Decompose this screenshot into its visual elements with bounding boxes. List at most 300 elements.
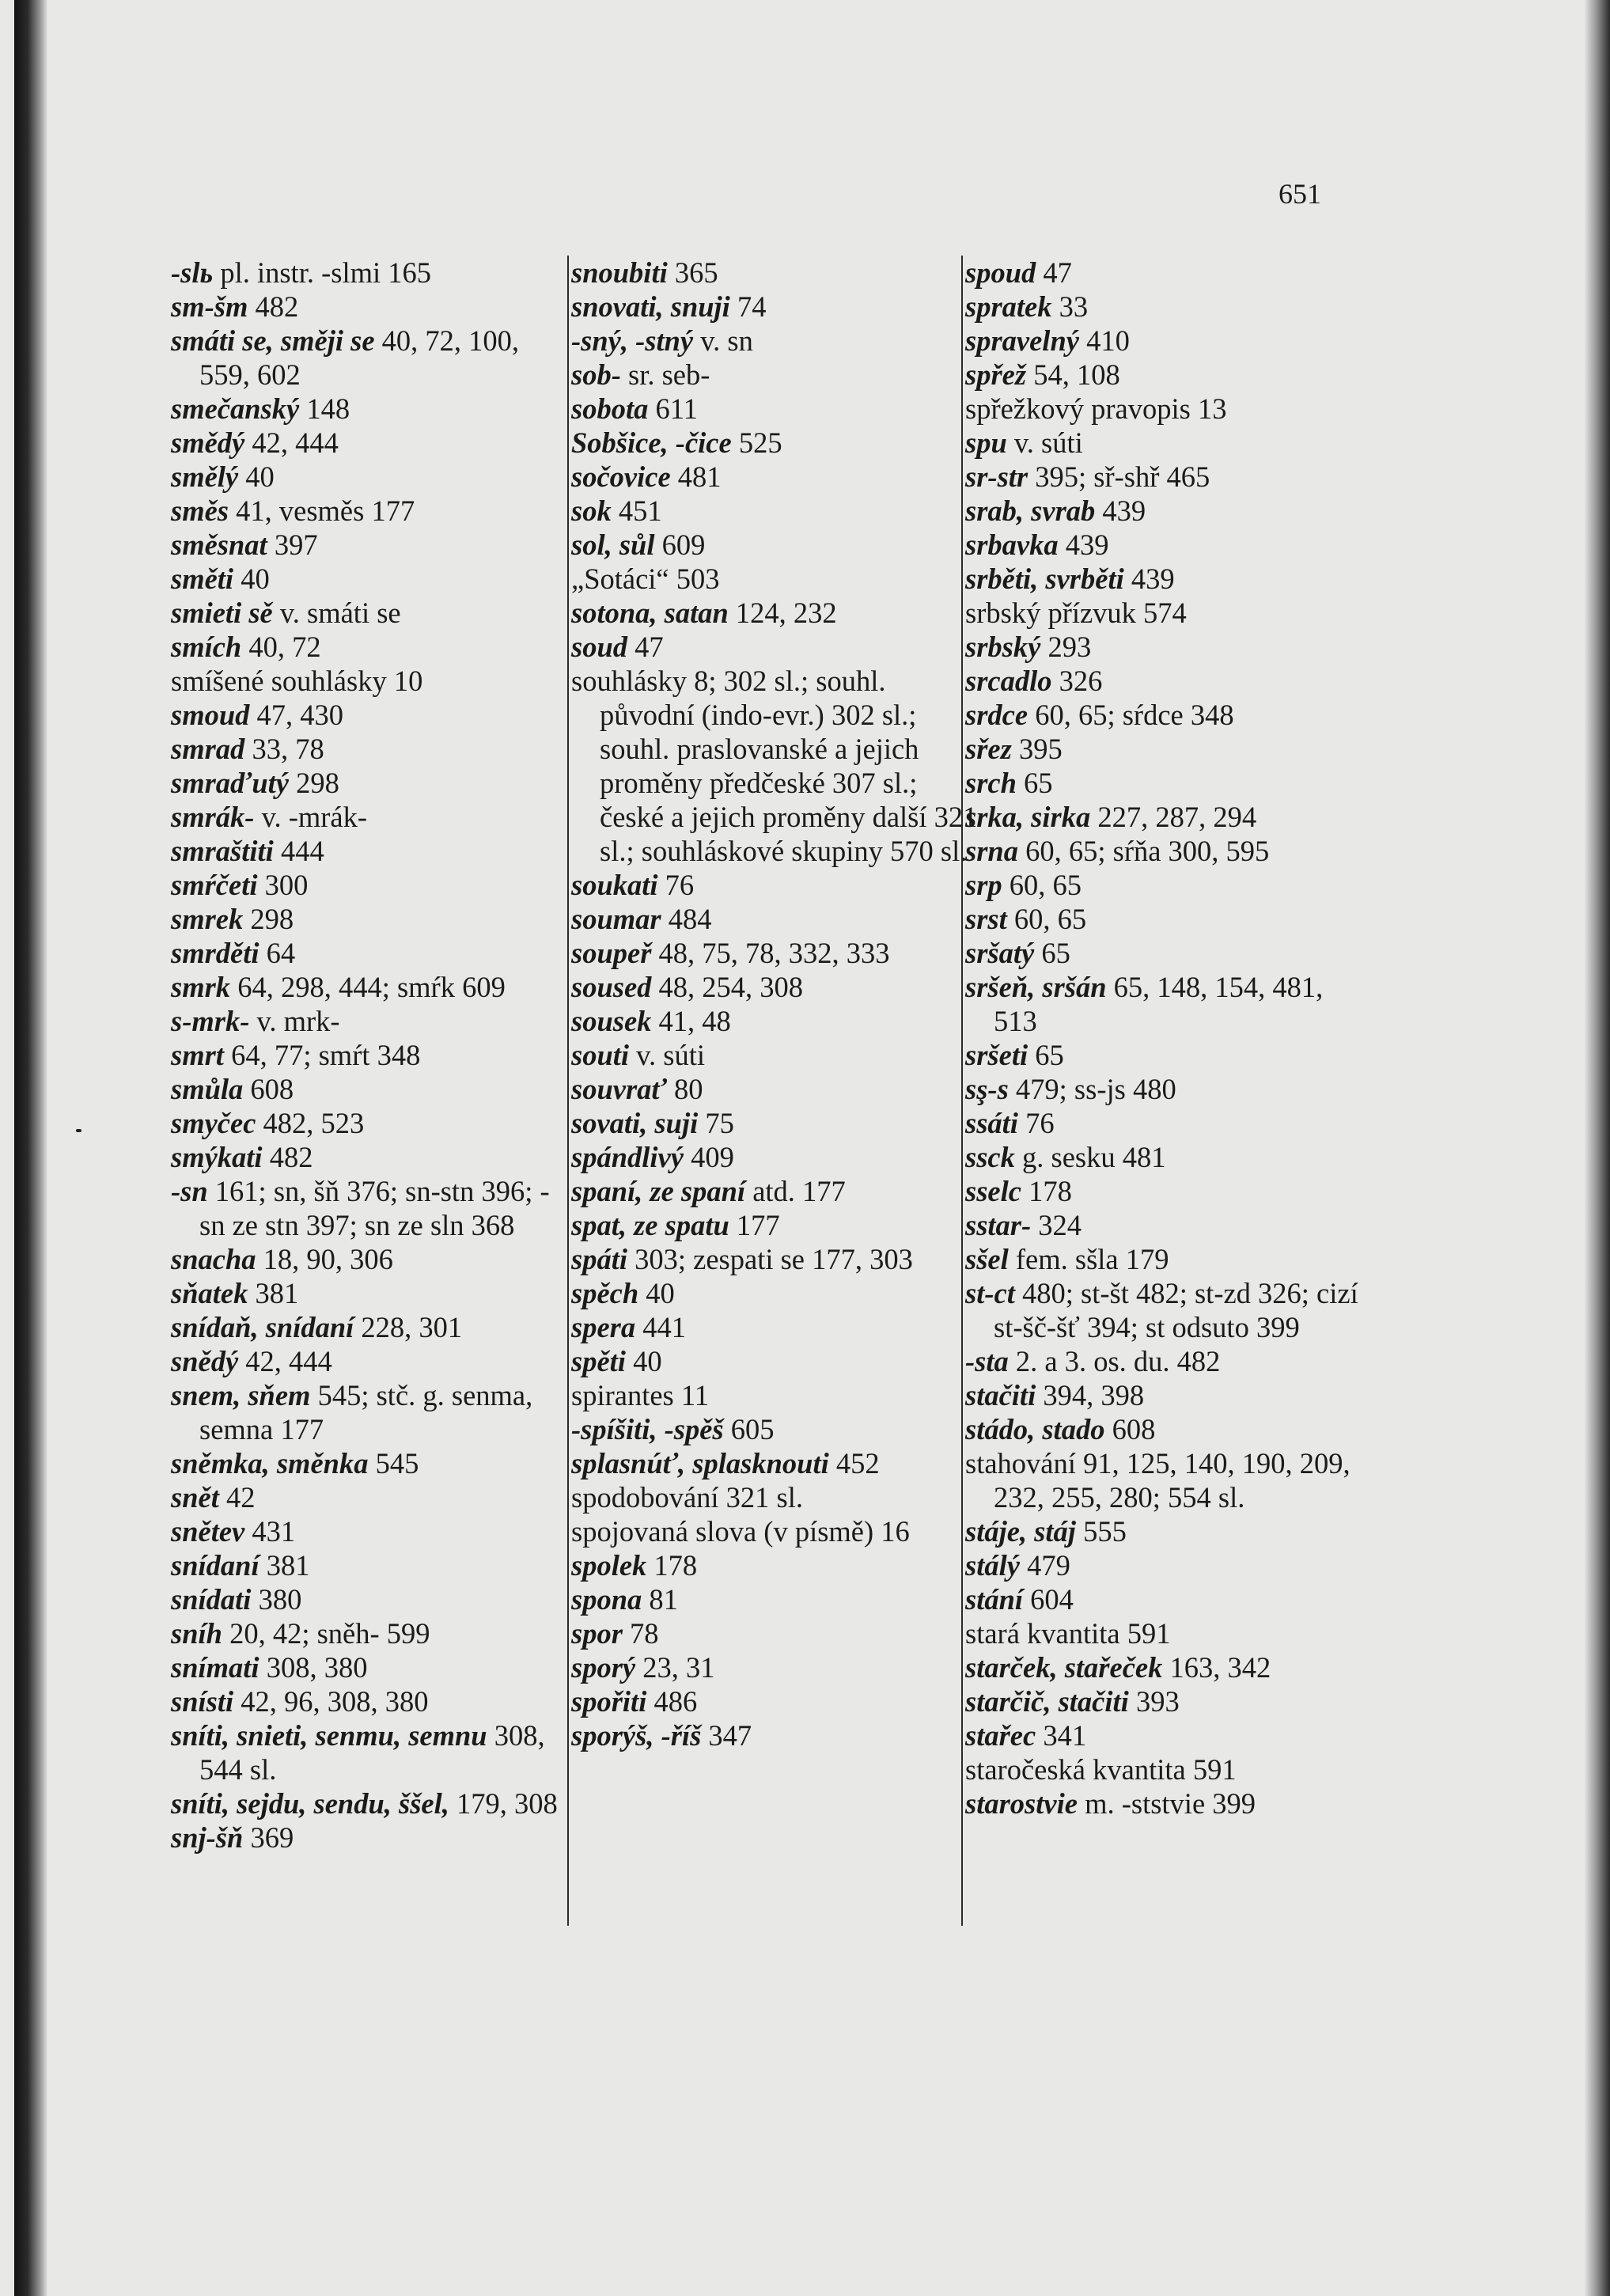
index-entry — [171, 290, 574, 324]
entry-headword: -slь — [171, 256, 214, 289]
index-entry — [571, 324, 983, 358]
index-column-2 — [567, 256, 983, 1926]
entry-references: 381 — [259, 1549, 310, 1582]
entry-references: 80 — [666, 1073, 703, 1105]
index-entry — [965, 1072, 1365, 1106]
entry-references: 42 — [218, 1481, 256, 1514]
entry-headword: sršatý — [965, 937, 1035, 969]
entry-references: fem. sšla 179 — [1008, 1243, 1169, 1275]
entry-references: v. -mrák- — [254, 801, 368, 833]
index-entry — [965, 1548, 1365, 1582]
entry-headword: sníti, sejdu, sendu, ššel, — [171, 1787, 449, 1820]
entry-headword: spořiti — [571, 1685, 647, 1718]
entry-references: 177 — [729, 1209, 780, 1241]
index-entry — [171, 936, 574, 970]
entry-references: spodobování 321 sl. — [571, 1481, 804, 1514]
entry-headword: -sn — [171, 1175, 208, 1207]
entry-headword: -spíšiti, -spěš — [571, 1413, 724, 1445]
entry-headword: smŕčeti — [171, 869, 258, 901]
entry-headword: smělý — [171, 460, 239, 493]
print-speck — [76, 1129, 81, 1132]
entry-references: 451 — [611, 494, 662, 527]
entry-references: 65 — [1028, 1039, 1064, 1071]
entry-references: 545; stč. g. senma, semna 177 — [199, 1379, 533, 1445]
entry-references: 163, 342 — [1162, 1651, 1271, 1684]
entry-headword: smrák- — [171, 801, 255, 833]
entry-headword: sšel — [965, 1243, 1009, 1275]
index-entry — [571, 630, 983, 664]
entry-references: 148 — [299, 392, 350, 425]
index-entry — [171, 1004, 574, 1038]
entry-references: atd. 177 — [745, 1175, 846, 1207]
index-entry — [571, 936, 983, 970]
entry-headword: sok — [571, 494, 612, 527]
entry-references: 609 — [654, 529, 706, 561]
entry-references: sr. seb- — [620, 358, 710, 391]
entry-headword: spáti — [571, 1243, 627, 1275]
entry-references: 480; st-št 482; st-zd 326; cizí st-šč-šť 394; st odsuto 399 — [994, 1277, 1358, 1343]
entry-headword: smrek — [171, 903, 244, 935]
entry-references: 300 — [257, 869, 309, 901]
index-entry — [571, 1140, 983, 1174]
entry-references: 484 — [661, 903, 712, 935]
index-entry — [571, 1174, 983, 1208]
index-entry — [171, 732, 574, 766]
index-entry — [171, 1276, 574, 1310]
index-entry — [171, 494, 574, 528]
entry-headword: spándlivý — [571, 1141, 684, 1173]
index-entry — [965, 766, 1365, 800]
entry-references: 605 — [723, 1413, 775, 1445]
entry-references: 41, vesměs 177 — [229, 494, 415, 527]
entry-headword: spřež — [965, 358, 1027, 391]
entry-references: 608 — [1104, 1413, 1156, 1445]
entry-headword: soumar — [571, 903, 661, 935]
index-entry — [965, 630, 1365, 664]
entry-references: 18, 90, 306 — [256, 1243, 393, 1275]
entry-references: g. sesku 481 — [1014, 1141, 1166, 1173]
entry-headword: spat, ze spatu — [571, 1209, 729, 1241]
entry-headword: smědý — [171, 426, 245, 459]
index-entry — [571, 528, 983, 562]
index-entry — [571, 562, 983, 596]
index-entry — [171, 1106, 574, 1140]
entry-references: spřežkový pravopis 13 — [965, 392, 1227, 425]
entry-references: 486 — [646, 1685, 698, 1718]
entry-headword: spaní, ze spaní — [571, 1175, 746, 1207]
entry-references: 608 — [243, 1073, 294, 1105]
entry-references: staročeská kvantita 591 — [965, 1753, 1237, 1786]
entry-references: 452 — [828, 1447, 880, 1480]
entry-references: 64, 298, 444; smŕk 609 — [230, 971, 506, 1003]
index-entry — [571, 1106, 983, 1140]
entry-headword: stálý — [965, 1549, 1020, 1582]
index-entry — [965, 1786, 1365, 1821]
entry-headword: spolek — [571, 1549, 647, 1582]
entry-headword: srka, sirka — [965, 801, 1091, 833]
index-entry — [965, 290, 1365, 324]
entry-references: 40, 72, 100, 559, 602 — [199, 324, 520, 391]
index-entry — [171, 256, 574, 290]
entry-headword: smáti se, směji se — [171, 324, 375, 357]
entry-headword: snoubiti — [571, 256, 668, 289]
entry-references: 47 — [1036, 256, 1072, 289]
index-entry — [571, 1582, 983, 1616]
entry-references: 33, 78 — [244, 733, 324, 765]
index-entry — [965, 970, 1365, 1038]
index-entry — [965, 1106, 1365, 1140]
entry-references: 298 — [243, 903, 294, 935]
entry-references: 409 — [683, 1141, 734, 1173]
entry-references: 431 — [244, 1515, 296, 1548]
entry-headword: smieti sě — [171, 597, 273, 629]
entry-references: stahování 91, 125, 140, 190, 209, 232, 255, 280; 554 sl. — [965, 1447, 1351, 1514]
index-entry — [171, 630, 574, 664]
index-entry — [965, 1684, 1365, 1718]
index-entry — [571, 1718, 983, 1752]
index-entry — [571, 596, 983, 630]
index-entry — [965, 256, 1365, 290]
entry-references: 298 — [289, 767, 339, 799]
entry-references: v. súti — [629, 1039, 706, 1071]
entry-references: 47 — [627, 631, 664, 663]
index-entry — [571, 1616, 983, 1650]
entry-references: 60, 65 — [1002, 869, 1082, 901]
entry-references: 74 — [729, 290, 767, 323]
index-entry — [571, 1072, 983, 1106]
entry-headword: sousek — [571, 1005, 652, 1037]
index-entry — [171, 1514, 574, 1548]
entry-headword: stáje, stáj — [965, 1515, 1076, 1548]
index-entry — [171, 698, 574, 732]
index-entry — [965, 358, 1365, 392]
entry-headword: směs — [171, 494, 229, 527]
index-column-1 — [171, 256, 574, 1926]
index-entry — [171, 1446, 574, 1480]
entry-references: 54, 108 — [1026, 358, 1120, 391]
index-entry — [571, 290, 983, 324]
entry-references: 42, 444 — [238, 1345, 332, 1377]
index-entry — [171, 834, 574, 868]
index-entry — [965, 1616, 1365, 1650]
entry-headword: spěch — [571, 1277, 639, 1309]
entry-references: 479 — [1019, 1549, 1070, 1582]
entry-references: souhlásky 8; 302 sl.; souhl. původní (indo-evr.) 302 sl.; souhl. praslovanské a jejich proměny předčeské 307 sl.; české a jejich proměny další 321 sl.; souhláskové skupiny 570 sl. — [571, 665, 978, 867]
index-entry — [171, 1072, 574, 1106]
entry-headword: souvrať — [571, 1073, 667, 1105]
entry-headword: snem, sňem — [171, 1379, 311, 1411]
entry-references: m. -ststvie 399 — [1077, 1787, 1256, 1820]
entry-headword: srbavka — [965, 529, 1059, 561]
index-entry — [571, 1480, 983, 1514]
entry-references: 40 — [233, 563, 270, 595]
entry-headword: splasnúť, splasknouti — [571, 1447, 829, 1480]
index-entry — [171, 1038, 574, 1072]
entry-references: 161; sn, šň 376; sn-stn 396; -sn ze stn 397; sn ze sln 368 — [199, 1175, 550, 1241]
entry-headword: soud — [571, 631, 628, 663]
entry-headword: sş-s — [965, 1073, 1009, 1105]
index-entry — [965, 1412, 1365, 1446]
entry-references: 65 — [1034, 937, 1070, 969]
index-entry — [171, 664, 574, 698]
entry-headword: smraštiti — [171, 835, 274, 867]
entry-headword: srst — [965, 903, 1007, 935]
entry-headword: soused — [571, 971, 652, 1003]
index-entry — [965, 834, 1365, 868]
entry-headword: sníh — [171, 1617, 222, 1650]
entry-headword: spera — [571, 1311, 636, 1343]
entry-references: 393 — [1128, 1685, 1180, 1718]
index-entry — [965, 1344, 1365, 1378]
entry-headword: -sný, -stný — [571, 324, 694, 357]
entry-headword: stádo, stado — [965, 1413, 1105, 1445]
index-entry — [965, 1242, 1365, 1276]
index-entry — [965, 324, 1365, 358]
entry-references: 439 — [1095, 494, 1146, 527]
entry-references: 525 — [731, 426, 782, 459]
entry-references: 76 — [657, 869, 695, 901]
entry-references: 308, 544 sl. — [199, 1719, 545, 1786]
entry-references: 48, 75, 78, 332, 333 — [651, 937, 890, 969]
entry-references: 178 — [1021, 1175, 1072, 1207]
index-entry — [571, 1208, 983, 1242]
index-entry — [571, 1412, 983, 1446]
entry-references: srbský přízvuk 574 — [965, 597, 1187, 629]
entry-references: 380 — [251, 1583, 302, 1616]
entry-headword: sršeti — [965, 1039, 1029, 1071]
index-entry — [571, 460, 983, 494]
entry-headword: srp — [965, 869, 1002, 901]
entry-headword: snísti — [171, 1685, 234, 1718]
entry-references: 40 — [625, 1345, 662, 1377]
index-entry — [965, 1718, 1365, 1752]
index-entry — [171, 562, 574, 596]
entry-references: 75 — [698, 1107, 734, 1139]
entry-references: 81 — [642, 1583, 678, 1616]
entry-references: 293 — [1040, 631, 1092, 663]
entry-headword: snímati — [171, 1651, 259, 1684]
index-entry — [571, 1548, 983, 1582]
index-entry — [171, 1378, 574, 1446]
entry-headword: srcadlo — [965, 665, 1052, 697]
entry-references: 479; ss-js 480 — [1008, 1073, 1176, 1105]
entry-references: spirantes 11 — [571, 1379, 710, 1411]
index-entry — [171, 1242, 574, 1276]
index-entry — [571, 1004, 983, 1038]
index-entry — [171, 868, 574, 902]
index-entry — [571, 392, 983, 426]
entry-headword: smrt — [171, 1039, 224, 1071]
index-entry — [171, 1140, 574, 1174]
index-entry — [965, 698, 1365, 732]
entry-references: 60, 65 — [1006, 903, 1087, 935]
entry-references: v. mrk- — [249, 1005, 340, 1037]
index-entry — [965, 1582, 1365, 1616]
entry-headword: sřez — [965, 733, 1012, 765]
entry-headword: sob- — [571, 358, 621, 391]
entry-references: 40 — [638, 1277, 675, 1309]
entry-references: 40 — [238, 460, 275, 493]
entry-references: 482 — [248, 290, 299, 323]
index-entry — [965, 494, 1365, 528]
entry-headword: smýkati — [171, 1141, 263, 1173]
entry-headword: starostvie — [965, 1787, 1078, 1820]
entry-headword: směti — [171, 563, 234, 595]
entry-references: 65, 148, 154, 481, 513 — [994, 971, 1324, 1037]
index-entry — [965, 1174, 1365, 1208]
entry-references: 482 — [262, 1141, 313, 1173]
entry-headword: sporý — [571, 1651, 636, 1684]
entry-headword: starčič, stačiti — [965, 1685, 1129, 1718]
entry-headword: snídaní — [171, 1549, 259, 1582]
entry-headword: sňatek — [171, 1277, 248, 1309]
index-entry — [965, 1208, 1365, 1242]
entry-references: 397 — [267, 529, 318, 561]
page-shadow-left — [14, 0, 47, 2296]
entry-headword: st-ct — [965, 1277, 1015, 1309]
entry-references: 64 — [259, 937, 296, 969]
index-entry — [171, 1821, 574, 1855]
entry-headword: srběti, svrběti — [965, 563, 1124, 595]
entry-references: 40, 72 — [241, 631, 321, 663]
entry-headword: smyčec — [171, 1107, 256, 1139]
entry-headword: sselc — [965, 1175, 1021, 1207]
index-entry — [965, 664, 1365, 698]
entry-headword: spoud — [965, 256, 1036, 289]
entry-headword: srab, svrab — [965, 494, 1096, 527]
index-entry — [965, 1038, 1365, 1072]
entry-headword: starček, stařeček — [965, 1651, 1163, 1684]
entry-references: 439 — [1058, 529, 1109, 561]
entry-headword: spu — [965, 426, 1007, 459]
entry-references: v. sn — [693, 324, 753, 357]
entry-headword: snět — [171, 1481, 219, 1514]
entry-references: 611 — [648, 392, 698, 425]
entry-references: 365 — [667, 256, 718, 289]
entry-references: 444 — [273, 835, 324, 867]
entry-references: 303; zespati se 177, 303 — [627, 1243, 913, 1275]
index-entry — [965, 392, 1365, 426]
index-entry — [571, 1310, 983, 1344]
entry-references: 324 — [1031, 1209, 1082, 1241]
entry-headword: s-mrk- — [171, 1005, 250, 1037]
entry-references: 47, 430 — [249, 699, 344, 731]
entry-headword: sníti, snieti, senmu, semnu — [171, 1719, 487, 1752]
entry-headword: směsnat — [171, 529, 267, 561]
entry-references: spojovaná slova (v písmě) 16 — [571, 1515, 910, 1548]
entry-references: 341 — [1036, 1719, 1087, 1752]
index-entry — [965, 1378, 1365, 1412]
entry-headword: srch — [965, 767, 1017, 799]
entry-headword: sněmka, směnka — [171, 1447, 369, 1480]
index-entry — [965, 426, 1365, 460]
entry-headword: spona — [571, 1583, 642, 1616]
entry-references: 545 — [368, 1447, 419, 1480]
entry-headword: srna — [965, 835, 1018, 867]
entry-headword: sstar- — [965, 1209, 1032, 1241]
index-entry — [965, 460, 1365, 494]
index-entry — [965, 596, 1365, 630]
index-entry — [171, 1616, 574, 1650]
entry-headword: stačiti — [965, 1379, 1036, 1411]
index-entry — [171, 596, 574, 630]
entry-references: 179, 308 — [449, 1787, 558, 1820]
entry-references: 395; sř-shř 465 — [1028, 460, 1210, 493]
index-entry — [171, 426, 574, 460]
index-entry — [571, 1276, 983, 1310]
index-entry — [965, 528, 1365, 562]
entry-headword: spěti — [571, 1345, 626, 1377]
entry-headword: spravelný — [965, 324, 1079, 357]
entry-headword: smrk — [171, 971, 231, 1003]
entry-references: 76 — [1017, 1107, 1055, 1139]
entry-references: 48, 254, 308 — [651, 971, 804, 1003]
entry-references: 20, 42; sněh- 599 — [222, 1617, 430, 1650]
index-entry — [965, 1752, 1365, 1786]
index-entry — [965, 1446, 1365, 1514]
entry-headword: ssck — [965, 1141, 1015, 1173]
index-entry — [571, 1038, 983, 1072]
entry-headword: srdce — [965, 699, 1029, 731]
entry-references: 41, 48 — [651, 1005, 731, 1037]
index-entry — [965, 868, 1365, 902]
entry-references: 227, 287, 294 — [1090, 801, 1257, 833]
entry-references: 441 — [635, 1311, 686, 1343]
entry-references: 33 — [1051, 290, 1089, 323]
index-entry — [571, 1344, 983, 1378]
entry-headword: soukati — [571, 869, 658, 901]
index-entry — [171, 1310, 574, 1344]
entry-headword: srbský — [965, 631, 1041, 663]
entry-references: 60, 65; sŕňa 300, 595 — [1017, 835, 1270, 867]
entry-headword: sr-str — [965, 460, 1029, 493]
entry-references: 65 — [1016, 767, 1053, 799]
entry-references: 124, 232 — [728, 597, 837, 629]
index-entry — [965, 1650, 1365, 1684]
index-entry — [965, 562, 1365, 596]
entry-references: 78 — [622, 1617, 659, 1650]
index-entry — [171, 1174, 574, 1242]
index-entry — [171, 460, 574, 494]
entry-headword: sobota — [571, 392, 649, 425]
entry-headword: snj-šň — [171, 1821, 244, 1854]
entry-headword: stání — [965, 1583, 1024, 1616]
entry-references: 23, 31 — [635, 1651, 715, 1684]
entry-headword: sm-šm — [171, 290, 248, 323]
index-entry — [171, 1650, 574, 1684]
index-entry — [571, 970, 983, 1004]
entry-references: 60, 65; sŕdce 348 — [1028, 699, 1234, 731]
entry-headword: sočovice — [571, 460, 671, 493]
entry-headword: snětev — [171, 1515, 245, 1548]
index-entry — [965, 1514, 1365, 1548]
index-entry — [171, 902, 574, 936]
index-entry — [571, 1514, 983, 1548]
index-entry — [571, 664, 983, 868]
index-entry — [171, 1480, 574, 1514]
entry-headword: snovati, snuji — [571, 290, 730, 323]
index-entry — [571, 868, 983, 902]
entry-headword: spratek — [965, 290, 1052, 323]
entry-headword: snědý — [171, 1345, 239, 1377]
entry-headword: soupeř — [571, 937, 652, 969]
index-entry — [171, 1786, 574, 1821]
index-entry — [171, 970, 574, 1004]
entry-references: 381 — [248, 1277, 299, 1309]
index-entry — [571, 358, 983, 392]
entry-references: 347 — [701, 1719, 752, 1752]
entry-references: 2. a 3. os. du. 482 — [1008, 1345, 1221, 1377]
